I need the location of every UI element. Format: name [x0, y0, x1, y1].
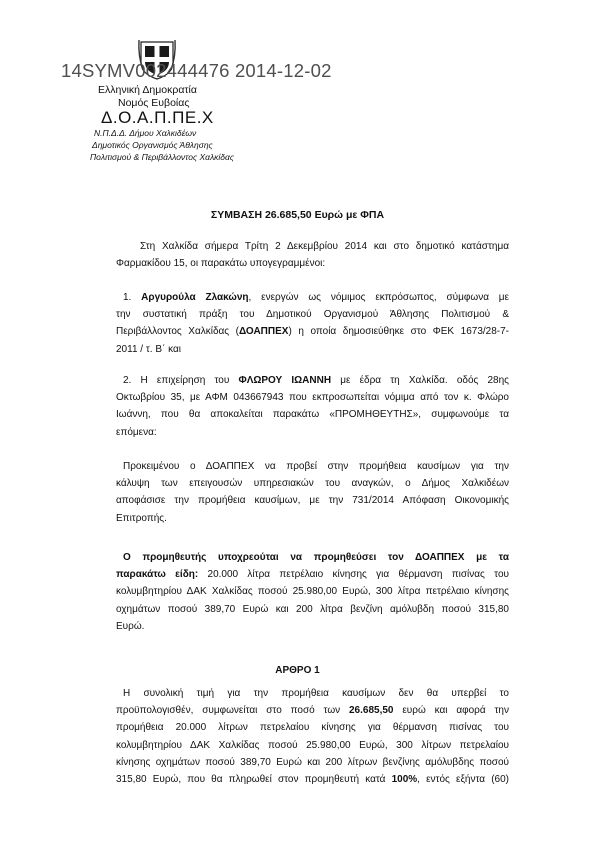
party-one-name: Αργυρούλα Ζλακώνη	[141, 292, 249, 303]
items-label: παρακάτω είδη:	[116, 569, 199, 581]
text-span: με έδρα τη Χαλκίδα. οδός 28ης	[331, 375, 509, 386]
text-span: 1.	[123, 292, 142, 303]
text-line: Οκτωβρίου 35, με ΑΦΜ 043667943 που εκπροσωπείται νόμιμα από τον κ. Φλώρο	[116, 392, 509, 404]
header-republic: Ελληνική Δημοκρατία	[98, 84, 197, 96]
article-1-paragraph	[116, 685, 509, 788]
text-line	[116, 372, 509, 389]
supply-obligation-paragraph	[116, 549, 509, 635]
text-span: 2. Η επιχείρηση του	[123, 375, 239, 386]
article-1-heading: ΑΡΘΡΟ 1	[275, 665, 320, 676]
text-line: Στη Χαλκίδα σήμερα Τρίτη 2 Δεκεμβρίου 2014 και στο δημοτικό κατάστημα	[140, 241, 509, 252]
text-line: την συστατική πράξη του Δημοτικού Οργανισμού Άθλησης Πολιτισμού &	[116, 309, 509, 321]
text-span: προϋπολογισθέν, συμφωνείται στο ποσό των	[116, 705, 349, 717]
header-organization-acronym: Δ.Ο.Α.Π.ΠΕ.Χ	[101, 108, 214, 127]
party-two-name: ΦΛΩΡΟΥ ΙΩΑΝΝΗ	[238, 375, 332, 386]
party-two-paragraph	[116, 372, 509, 441]
text-line: 2011 / τ. Β΄ και	[116, 343, 182, 355]
header-organization-name-2: Πολιτισμού & Περιβάλλοντος Χαλκίδας	[90, 152, 235, 162]
header-organization-name-1: Δημοτικός Οργανισμός Άθλησης	[92, 140, 213, 150]
total-amount: 26.685,50	[348, 705, 394, 717]
party-one-paragraph	[116, 289, 509, 358]
document-stamp: 14SYMV002444476 2014-12-02	[61, 60, 332, 81]
text-line: κολυμβητηρίου ΔΑΚ Χαλκίδας ποσού 25.980,00 Ευρώ, 300 λίτρα πετρέλαιο κίνησης	[116, 586, 509, 598]
text-line: Προκειμένου ο ΔΟΑΠΠΕΧ να προβεί στην προμήθεια καυσίμων για την	[123, 461, 509, 472]
text-line: επόμενα:	[116, 426, 157, 438]
text-line	[116, 702, 509, 719]
text-line: αποφάσισε την προμήθεια καυσίμων, με την 731/2014 Απόφαση Οικονομικής	[116, 495, 509, 507]
text-line	[116, 566, 509, 583]
text-span: ) η οποία δημοσιεύθηκε στο ΦΕΚ 1673/28-7-	[288, 326, 510, 338]
text-line: κίνησης οχημάτων ποσού 389,70 Ευρώ και 200 λίτρων βενζίνης αμόλυβδης ποσού	[116, 756, 509, 768]
text-line: Ευρώ.	[116, 620, 145, 632]
intro-paragraph	[116, 238, 509, 272]
text-span: Περιβάλλοντος Χαλκίδας (	[116, 326, 240, 338]
purpose-paragraph	[116, 458, 509, 527]
text-line	[116, 289, 509, 306]
text-line: προμήθεια 20.000 λίτρων πετρελαίου κίνησης για θέρμανση πισίνας του	[116, 722, 509, 734]
text-span: 20.000 λίτρα πετρέλαιο κίνησης για θέρμανση πισίνας του	[198, 569, 509, 581]
text-line	[116, 323, 509, 340]
contract-title: ΣΥΜΒΑΣΗ 26.685,50 Ευρώ με ΦΠΑ	[210, 209, 385, 221]
text-line: Φαρμακίδου 15, οι παρακάτω υπογεγραμμένοι:	[116, 258, 326, 270]
payment-percentage: 100%	[391, 774, 418, 786]
header-prefecture: Νομός Ευβοίας	[118, 97, 190, 109]
text-span: , ενεργών ως νόμιμος εκπρόσωπος, σύμφωνα με	[248, 292, 510, 303]
text-line: κολυμβητηρίου ΔΑΚ Χαλκίδας ποσού 25.980,00 Ευρώ, 300 λίτρων πετρελαίου	[116, 739, 509, 751]
text-line: Ο προμηθευτής υποχρεούται να προμηθεύσει τον ΔΟΑΠΠΕΧ με τα	[123, 552, 509, 563]
text-line: Ιωάννη, που θα αποκαλείται παρακάτω «ΠΡΟΜΗΘΕΥΤΗΣ», συμφωνούμε τα	[116, 409, 509, 421]
text-span: 315,80 Ευρώ, που θα πληρωθεί στον προμηθευτή κατά	[116, 774, 392, 786]
text-line	[116, 771, 509, 788]
text-span: , εντός εξήντα (60)	[417, 774, 509, 786]
text-line: οχημάτων ποσού 389,70 Ευρώ και 200 λίτρα βενζίνη αμόλυβδη ποσού 315,80	[116, 603, 509, 615]
text-line: Επιτροπής.	[116, 512, 167, 524]
text-line: Η συνολική τιμή για την προμήθεια καυσίμων δεν θα υπερβεί το	[123, 688, 509, 699]
organization-acronym: ΔΟΑΠΠΕΧ	[239, 326, 289, 338]
text-line: κάλυψη των επειγουσών υπηρεσιακών του αναγκών, ο Δήμος Χαλκιδέων	[116, 478, 509, 490]
text-span: ευρώ και αφορά την	[393, 705, 509, 717]
header-legal-entity: Ν.Π.Δ.Δ. Δήμου Χαλκιδέων	[94, 128, 197, 138]
